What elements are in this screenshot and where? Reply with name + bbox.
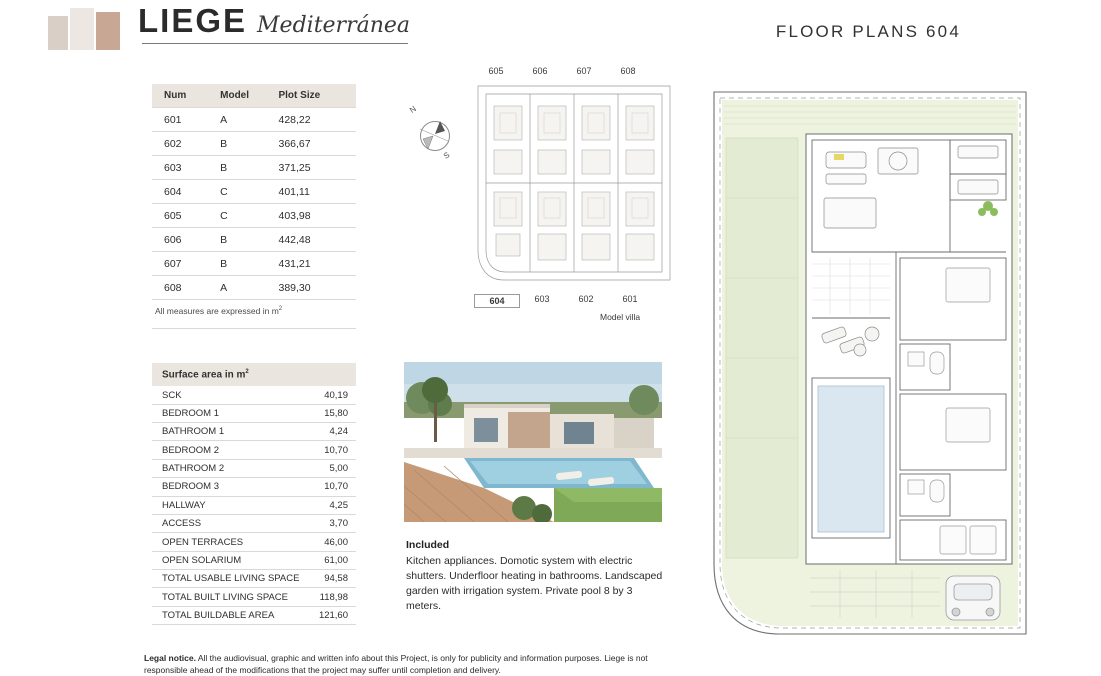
cell-plot: 401,11 (278, 180, 356, 204)
floor-plan-drawing (700, 78, 1040, 648)
table-row (152, 252, 356, 276)
cell-model: B (220, 132, 278, 156)
surface-label: BEDROOM 2 (152, 441, 315, 459)
table-row (152, 204, 356, 228)
site-plan-label-607[interactable]: 607 (576, 66, 592, 76)
surface-value: 10,70 (315, 478, 356, 496)
column-header-num: Num (152, 84, 220, 108)
cell-plot: 403,98 (278, 204, 356, 228)
surface-value: 61,00 (315, 551, 356, 569)
included-title: Included (406, 539, 450, 551)
surface-value: 118,98 (315, 588, 356, 606)
cell-plot: 389,30 (278, 276, 356, 300)
brand-underline (142, 43, 408, 44)
column-header-plot-size: Plot Size (278, 84, 356, 108)
list-item (152, 404, 356, 422)
cell-model: C (220, 204, 278, 228)
list-item (152, 606, 356, 624)
surface-label: TOTAL USABLE LIVING SPACE (152, 570, 315, 588)
surface-value: 121,60 (315, 606, 356, 624)
list-item (152, 478, 356, 496)
surface-label: BEDROOM 3 (152, 478, 315, 496)
surface-label: TOTAL BUILDABLE AREA (152, 606, 315, 624)
compass-south-label: S (441, 150, 452, 161)
surface-value: 5,00 (315, 459, 356, 477)
surface-value: 10,70 (315, 441, 356, 459)
list-item (152, 496, 356, 514)
surface-label: BEDROOM 1 (152, 404, 315, 422)
surface-value: 15,80 (315, 404, 356, 422)
compass-north-label: N (407, 104, 418, 115)
legal-notice-text: All the audiovisual, graphic and written info about this Project, is only for publicity and information purposes. Liege is not responsible ahead of the modifications that the project may suffer until completion and delivery. (144, 653, 648, 675)
surface-value: 46,00 (315, 533, 356, 551)
surface-label: HALLWAY (152, 496, 315, 514)
site-plan-label-601[interactable]: 601 (622, 294, 638, 304)
surface-area-title-text: Surface area in m (162, 369, 246, 381)
surface-value: 4,25 (315, 496, 356, 514)
cell-num: 601 (152, 108, 220, 132)
cell-num: 602 (152, 132, 220, 156)
table-row (152, 276, 356, 300)
legal-notice (144, 652, 664, 676)
plot-table-note-sup: 2 (278, 306, 283, 313)
floor-plan-svg (700, 78, 1040, 648)
cell-model: A (220, 108, 278, 132)
surface-label: BATHROOM 2 (152, 459, 315, 477)
surface-value: 40,19 (315, 386, 356, 404)
cell-plot: 366,67 (278, 132, 356, 156)
list-item (152, 551, 356, 569)
surface-value: 4,24 (315, 423, 356, 441)
legal-notice-label: Legal notice. (144, 653, 196, 663)
site-plan-label-603[interactable]: 603 (534, 294, 550, 304)
included-text: Kitchen appliances. Domotic system with electric shutters. Underfloor heating in bathrooms. Landscaped garden with irrigation system. Private pool 8 by 3 meters. (406, 555, 663, 612)
cell-model: A (220, 276, 278, 300)
table-row (152, 156, 356, 180)
cell-num: 604 (152, 180, 220, 204)
site-plan-top-labels (474, 66, 674, 76)
page-title: FLOOR PLANS 604 (775, 22, 961, 41)
compass-needle-icon (414, 115, 454, 155)
list-item (152, 386, 356, 404)
surface-label: TOTAL BUILT LIVING SPACE (152, 588, 315, 606)
list-item (152, 459, 356, 477)
brand-wordmark (138, 2, 410, 40)
plot-table-note (155, 306, 282, 316)
cell-num: 603 (152, 156, 220, 180)
surface-area-title (152, 363, 356, 386)
list-item (152, 588, 356, 606)
brand-subname: Mediterránea (257, 13, 411, 38)
site-plan (474, 66, 674, 322)
list-item (152, 423, 356, 441)
table-row (152, 180, 356, 204)
cell-plot: 371,25 (278, 156, 356, 180)
table-row (152, 228, 356, 252)
cell-num: 607 (152, 252, 220, 276)
compass-rose-icon (404, 103, 466, 175)
list-item (152, 441, 356, 459)
page-header (0, 0, 1101, 62)
site-plan-label-605[interactable]: 605 (488, 66, 504, 76)
list-item (152, 570, 356, 588)
table-row (152, 132, 356, 156)
cell-model: B (220, 252, 278, 276)
plot-table-note-text: All measures are expressed in m (155, 306, 279, 316)
plot-table-note-rule (152, 328, 356, 329)
surface-value: 3,70 (315, 514, 356, 532)
cell-plot: 428,22 (278, 108, 356, 132)
surface-label: OPEN SOLARIUM (152, 551, 315, 569)
site-plan-label-608[interactable]: 608 (620, 66, 636, 76)
plot-table (152, 84, 356, 300)
site-plan-bottom-labels (474, 294, 674, 308)
surface-area-title-sup: 2 (245, 369, 249, 375)
surface-label: OPEN TERRACES (152, 533, 315, 551)
brand-name: LIEGE (138, 2, 248, 39)
table-header-row (152, 84, 356, 108)
site-plan-label-606[interactable]: 606 (532, 66, 548, 76)
surface-label: SCK (152, 386, 315, 404)
site-plan-drawing (474, 80, 674, 290)
cell-model: B (220, 156, 278, 180)
villa-exterior-photo (404, 362, 662, 522)
surface-value: 94,58 (315, 570, 356, 588)
surface-label: ACCESS (152, 514, 315, 532)
table-row (152, 108, 356, 132)
cell-num: 606 (152, 228, 220, 252)
column-header-model: Model (220, 84, 278, 108)
site-plan-label-602[interactable]: 602 (578, 294, 594, 304)
surface-area-table (152, 363, 356, 625)
site-plan-caption: Model villa (600, 312, 641, 322)
cell-num: 608 (152, 276, 220, 300)
site-plan-label-604-selected[interactable]: 604 (474, 294, 520, 308)
cell-model: B (220, 228, 278, 252)
cell-plot: 442,48 (278, 228, 356, 252)
cell-plot: 431,21 (278, 252, 356, 276)
villa-photo-illustration (404, 362, 662, 522)
surface-label: BATHROOM 1 (152, 423, 315, 441)
brand-logo-icon (48, 8, 120, 50)
list-item (152, 533, 356, 551)
cell-model: C (220, 180, 278, 204)
cell-num: 605 (152, 204, 220, 228)
list-item (152, 514, 356, 532)
